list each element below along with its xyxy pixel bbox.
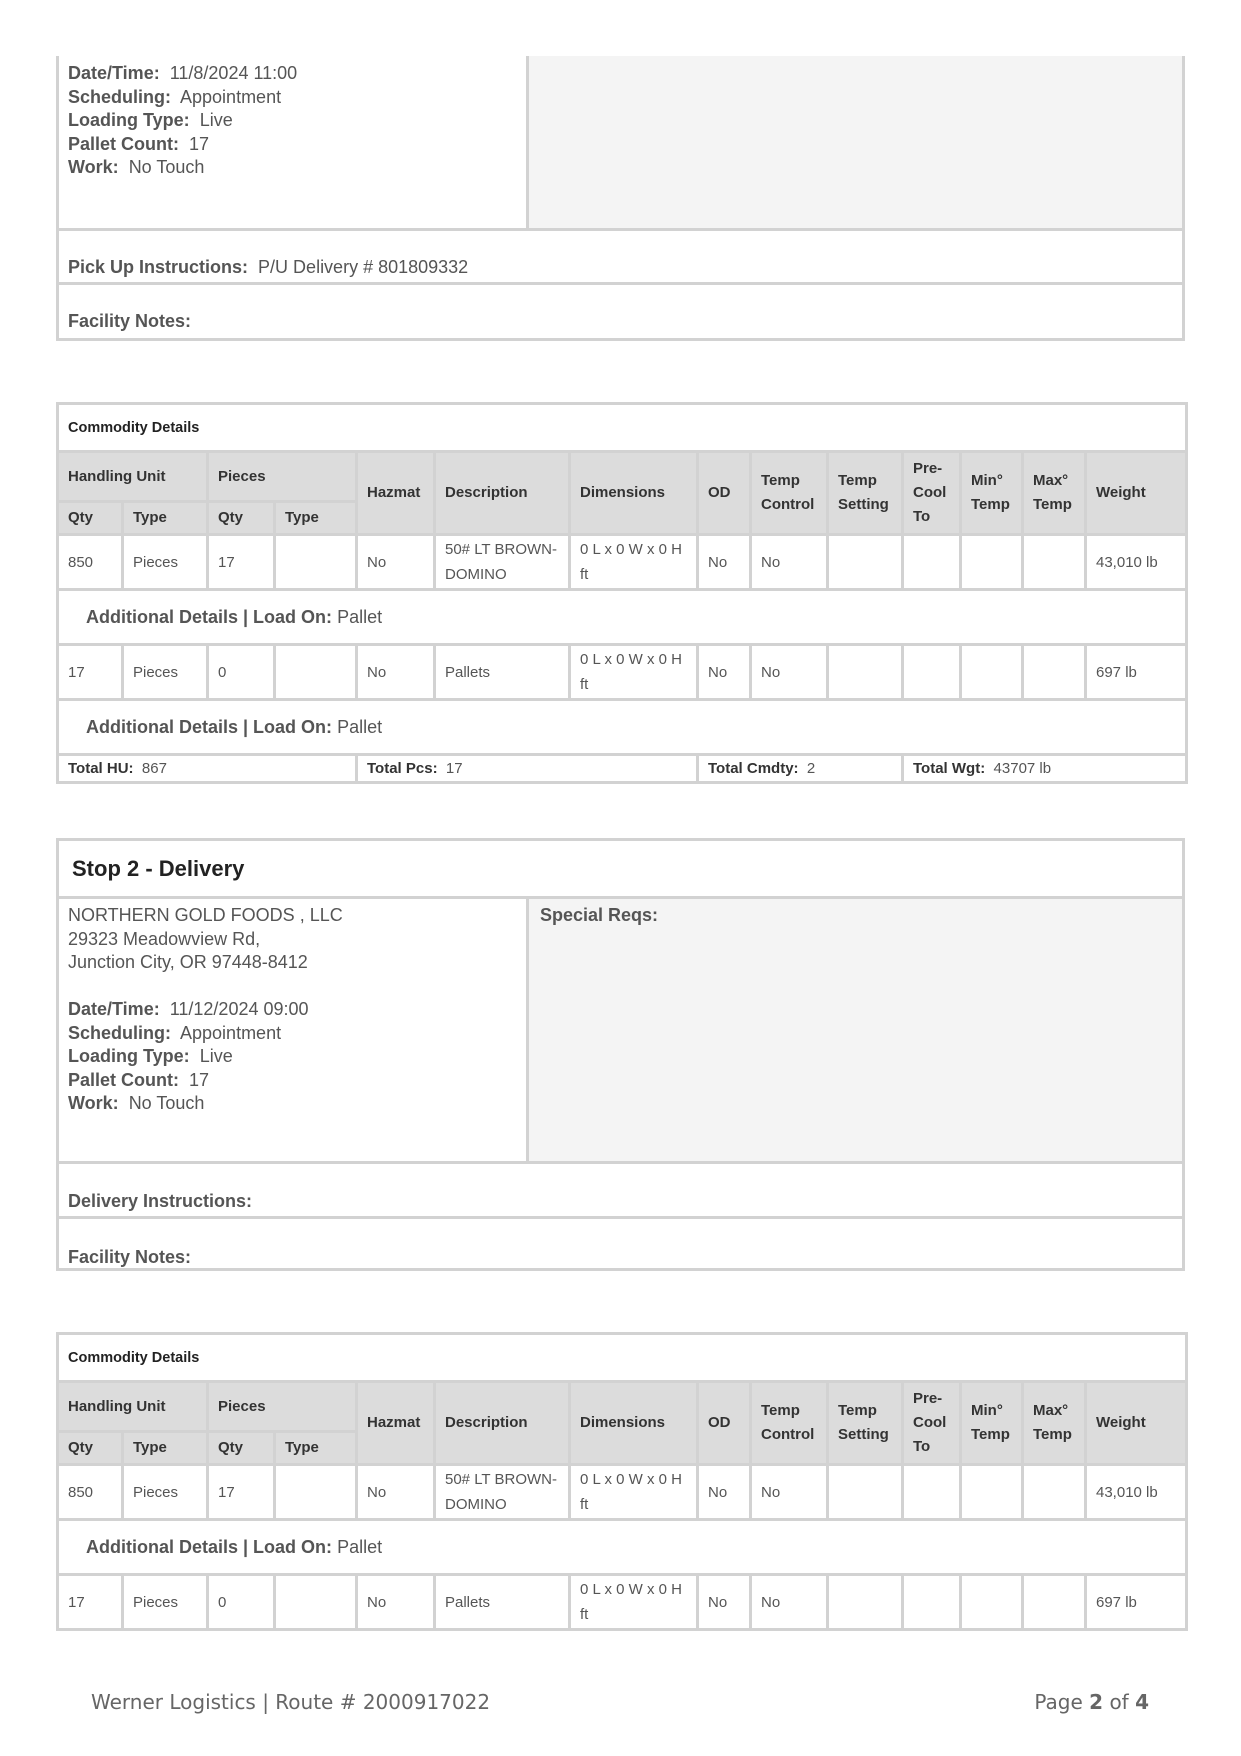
hu-qty-cell: 850 bbox=[58, 1465, 123, 1520]
stop1-facility-notes: Facility Notes: bbox=[68, 311, 192, 331]
temp-setting-cell bbox=[828, 645, 903, 700]
min-temp-header: Min° Temp bbox=[961, 452, 1023, 535]
hazmat-cell: No bbox=[357, 1575, 435, 1630]
stop2-datetime: Date/Time: 11/12/2024 09:00 bbox=[68, 999, 309, 1019]
commodity-details-title: Commodity Details bbox=[58, 404, 1187, 452]
weight-header: Weight bbox=[1086, 452, 1187, 535]
hazmat-header: Hazmat bbox=[357, 452, 435, 535]
pc-type-header: Type bbox=[275, 1432, 357, 1465]
commodity-table-1 bbox=[56, 402, 1188, 784]
description-cell: 50# LT BROWN- DOMINO bbox=[435, 535, 570, 590]
hu-qty-cell: 850 bbox=[58, 535, 123, 590]
divider bbox=[59, 228, 1182, 231]
od-cell: No bbox=[698, 535, 751, 590]
weight-cell: 697 lb bbox=[1086, 1575, 1187, 1630]
divider bbox=[59, 282, 1182, 285]
temp-control-header: Temp Control bbox=[751, 452, 828, 535]
pc-qty-cell: 17 bbox=[208, 535, 275, 590]
od-cell: No bbox=[698, 1465, 751, 1520]
precool-cell bbox=[903, 1465, 961, 1520]
temp-setting-cell bbox=[828, 1465, 903, 1520]
stop2-box bbox=[56, 838, 1185, 1271]
weight-header: Weight bbox=[1086, 1382, 1187, 1465]
stop2-special-reqs-panel bbox=[529, 899, 1182, 1161]
pc-type-cell bbox=[275, 1465, 357, 1520]
total-cmdty: Total Cmdty: 2 bbox=[698, 755, 903, 783]
hu-qty-cell: 17 bbox=[58, 645, 123, 700]
hu-type-header: Type bbox=[123, 1432, 208, 1465]
additional-details: Additional Details | Load On: Pallet bbox=[58, 1520, 1187, 1575]
hu-type-cell: Pieces bbox=[123, 1465, 208, 1520]
hu-type-cell: Pieces bbox=[123, 1575, 208, 1630]
stop2-address1: 29323 Meadowview Rd, bbox=[68, 928, 261, 949]
min-temp-header: Min° Temp bbox=[961, 1382, 1023, 1465]
stop1-pallet-count: Pallet Count: 17 bbox=[68, 133, 210, 154]
divider bbox=[526, 56, 529, 228]
stop1-scheduling: Scheduling: Appointment bbox=[68, 86, 282, 107]
stop1-datetime: Date/Time: 11/8/2024 11:00 bbox=[68, 63, 298, 83]
temp-control-cell: No bbox=[751, 1465, 828, 1520]
footer-route: Werner Logistics | Route # 2000917022 bbox=[91, 1690, 491, 1714]
pc-type-cell bbox=[275, 1575, 357, 1630]
pc-qty-cell: 0 bbox=[208, 1575, 275, 1630]
max-temp-header: Max° Temp bbox=[1023, 1382, 1086, 1465]
description-header: Description bbox=[435, 1382, 570, 1465]
pc-qty-cell: 17 bbox=[208, 1465, 275, 1520]
footer-page-number: Page 2 of 4 bbox=[1034, 1690, 1149, 1714]
stop-title: Stop 2 - Delivery bbox=[72, 856, 245, 881]
commodity-table-2 bbox=[56, 1332, 1188, 1631]
min-temp-cell bbox=[961, 535, 1023, 590]
dimensions-cell: 0 L x 0 W x 0 H ft bbox=[570, 535, 698, 590]
stop2-delivery-instructions: Delivery Instructions: bbox=[68, 1191, 253, 1211]
commodity-details-title: Commodity Details bbox=[58, 1334, 1187, 1382]
pc-type-cell bbox=[275, 645, 357, 700]
hu-type-cell: Pieces bbox=[123, 535, 208, 590]
pc-type-cell bbox=[275, 535, 357, 590]
dimensions-header: Dimensions bbox=[570, 1382, 698, 1465]
temp-setting-header: Temp Setting bbox=[828, 452, 903, 535]
additional-details: Additional Details | Load On: Pallet bbox=[58, 700, 1187, 755]
max-temp-header: Max° Temp bbox=[1023, 452, 1086, 535]
table-row bbox=[58, 1465, 1187, 1520]
additional-details: Additional Details | Load On: Pallet bbox=[58, 590, 1187, 645]
precool-cell bbox=[903, 645, 961, 700]
pc-qty-cell: 0 bbox=[208, 645, 275, 700]
description-cell: Pallets bbox=[435, 645, 570, 700]
stop2-pallet-count: Pallet Count: 17 bbox=[68, 1069, 210, 1090]
max-temp-cell bbox=[1023, 645, 1086, 700]
total-pcs: Total Pcs: 17 bbox=[357, 755, 698, 783]
hazmat-cell: No bbox=[357, 535, 435, 590]
max-temp-cell bbox=[1023, 535, 1086, 590]
hu-type-header: Type bbox=[123, 502, 208, 535]
pc-type-header: Type bbox=[275, 502, 357, 535]
min-temp-cell bbox=[961, 1575, 1023, 1630]
divider bbox=[59, 1216, 1182, 1219]
temp-setting-cell bbox=[828, 535, 903, 590]
description-cell: Pallets bbox=[435, 1575, 570, 1630]
temp-control-cell: No bbox=[751, 535, 828, 590]
hazmat-cell: No bbox=[357, 645, 435, 700]
od-header: OD bbox=[698, 1382, 751, 1465]
weight-cell: 697 lb bbox=[1086, 645, 1187, 700]
temp-setting-header: Temp Setting bbox=[828, 1382, 903, 1465]
weight-cell: 43,010 lb bbox=[1086, 1465, 1187, 1520]
hazmat-header: Hazmat bbox=[357, 1382, 435, 1465]
stop2-scheduling: Scheduling: Appointment bbox=[68, 1022, 282, 1043]
table-row bbox=[58, 645, 1187, 700]
stop1-details-box bbox=[56, 56, 1185, 341]
stop1-fields bbox=[68, 62, 297, 180]
stop2-company: NORTHERN GOLD FOODS , LLC bbox=[68, 905, 343, 925]
max-temp-cell bbox=[1023, 1465, 1086, 1520]
handling-unit-header: Handling Unit bbox=[58, 1382, 208, 1432]
hu-qty-header: Qty bbox=[58, 502, 123, 535]
temp-control-cell: No bbox=[751, 645, 828, 700]
description-header: Description bbox=[435, 452, 570, 535]
dimensions-cell: 0 L x 0 W x 0 H ft bbox=[570, 1575, 698, 1630]
precool-header: Pre- Cool To bbox=[903, 1382, 961, 1465]
total-wgt: Total Wgt: 43707 lb bbox=[903, 755, 1187, 783]
pc-qty-header: Qty bbox=[208, 502, 275, 535]
handling-unit-header: Handling Unit bbox=[58, 452, 208, 502]
stop1-work: Work: No Touch bbox=[68, 157, 205, 177]
pieces-header: Pieces bbox=[208, 1382, 357, 1432]
precool-cell bbox=[903, 535, 961, 590]
hu-qty-header: Qty bbox=[58, 1432, 123, 1465]
divider bbox=[526, 899, 529, 1161]
od-cell: No bbox=[698, 645, 751, 700]
stop2-address2: Junction City, OR 97448-8412 bbox=[68, 952, 308, 972]
hu-qty-cell: 17 bbox=[58, 1575, 123, 1630]
table-row bbox=[58, 535, 1187, 590]
weight-cell: 43,010 lb bbox=[1086, 535, 1187, 590]
stop2-loading-type: Loading Type: Live bbox=[68, 1046, 233, 1066]
min-temp-cell bbox=[961, 645, 1023, 700]
precool-header: Pre- Cool To bbox=[903, 452, 961, 535]
stop1-pickup-instructions: Pick Up Instructions: P/U Delivery # 801809332 bbox=[68, 257, 469, 277]
dimensions-cell: 0 L x 0 W x 0 H ft bbox=[570, 1465, 698, 1520]
pc-qty-header: Qty bbox=[208, 1432, 275, 1465]
totals-row bbox=[58, 755, 1187, 783]
stop2-work: Work: No Touch bbox=[68, 1093, 205, 1113]
hazmat-cell: No bbox=[357, 1465, 435, 1520]
description-cell: 50# LT BROWN- DOMINO bbox=[435, 1465, 570, 1520]
temp-control-cell: No bbox=[751, 1575, 828, 1630]
divider bbox=[59, 1161, 1182, 1164]
temp-setting-cell bbox=[828, 1575, 903, 1630]
hu-type-cell: Pieces bbox=[123, 645, 208, 700]
stop1-special-reqs-panel bbox=[529, 56, 1182, 228]
special-reqs-label: Special Reqs: bbox=[540, 905, 659, 925]
stop1-loading-type: Loading Type: Live bbox=[68, 110, 233, 130]
stop2-fields bbox=[68, 904, 343, 1116]
table-row bbox=[58, 1575, 1187, 1630]
dimensions-cell: 0 L x 0 W x 0 H ft bbox=[570, 645, 698, 700]
precool-cell bbox=[903, 1575, 961, 1630]
temp-control-header: Temp Control bbox=[751, 1382, 828, 1465]
total-hu: Total HU: 867 bbox=[58, 755, 357, 783]
dimensions-header: Dimensions bbox=[570, 452, 698, 535]
max-temp-cell bbox=[1023, 1575, 1086, 1630]
od-header: OD bbox=[698, 452, 751, 535]
pieces-header: Pieces bbox=[208, 452, 357, 502]
min-temp-cell bbox=[961, 1465, 1023, 1520]
od-cell: No bbox=[698, 1575, 751, 1630]
stop2-facility-notes: Facility Notes: bbox=[68, 1247, 192, 1267]
